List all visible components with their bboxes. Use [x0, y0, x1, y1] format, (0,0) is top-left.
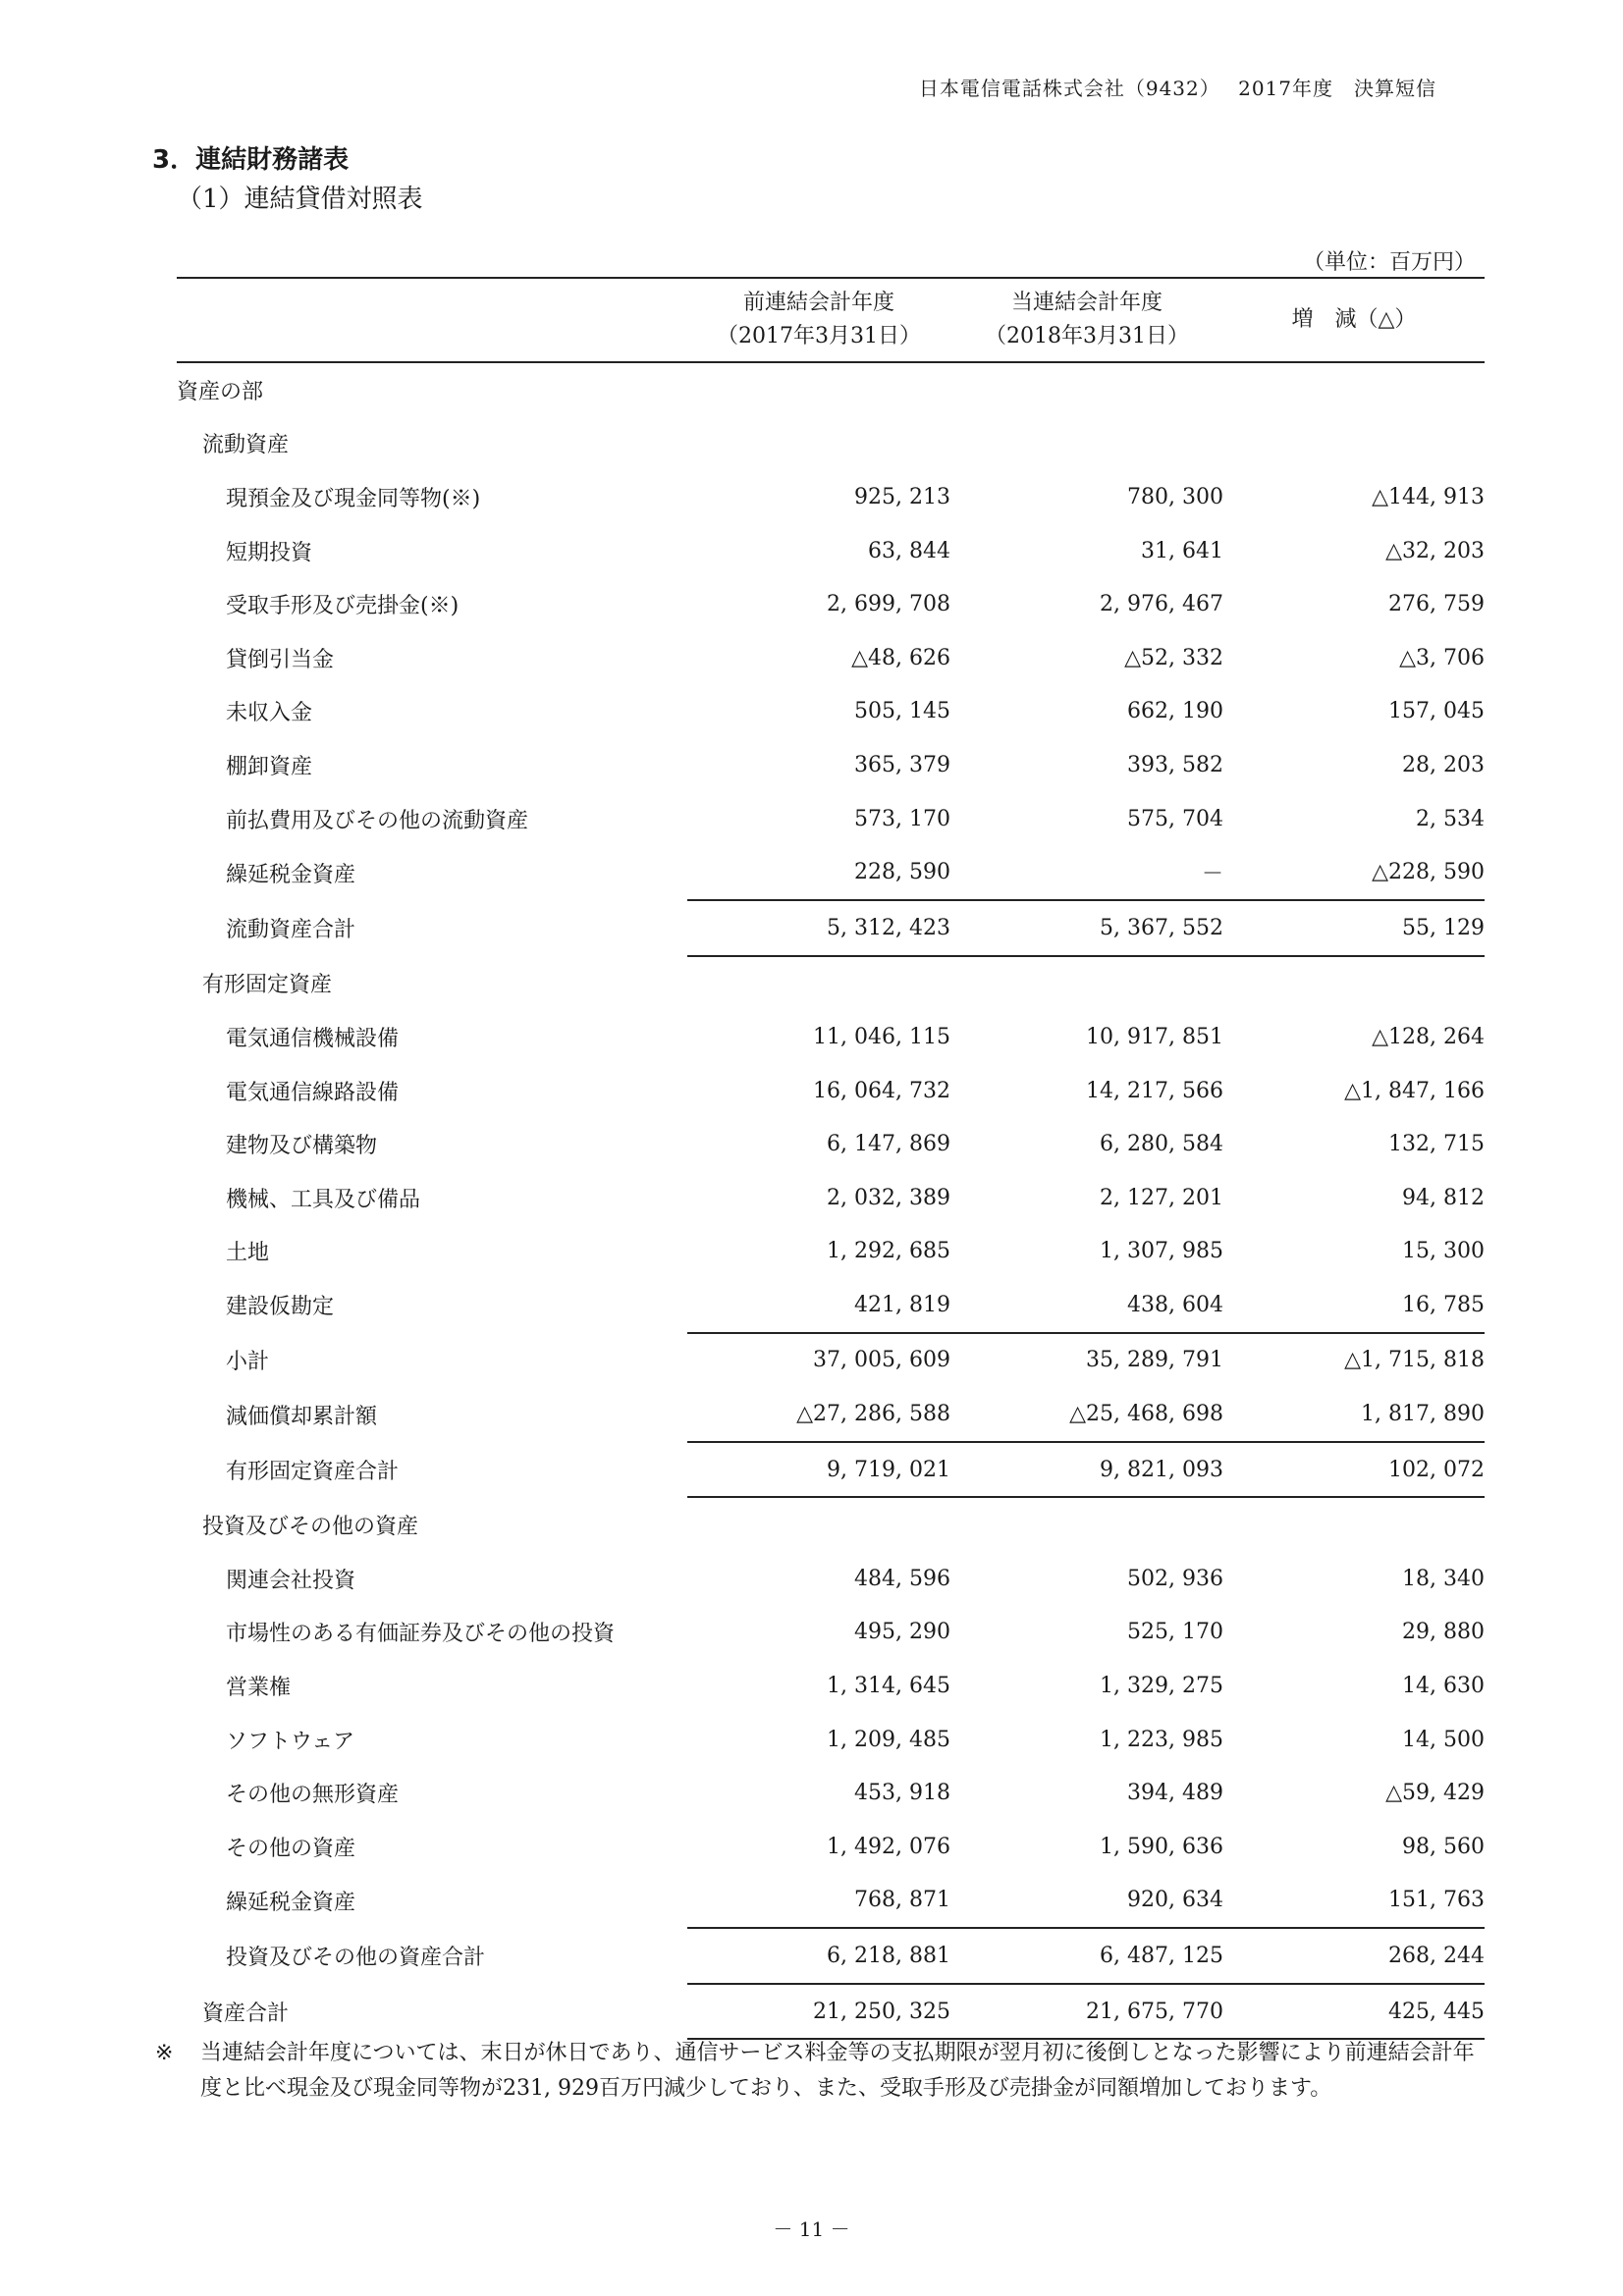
current-year-value: 575, 704: [1127, 806, 1223, 831]
prior-year-value: [687, 417, 950, 471]
change-value: △144, 913: [1372, 484, 1485, 509]
table-row: [177, 1225, 1485, 1279]
table-row: [177, 1442, 1485, 1498]
change-value: △228, 590: [1372, 860, 1485, 885]
row-label: 資産合計: [202, 2001, 290, 2026]
current-year-value: 438, 604: [1127, 1292, 1223, 1317]
current-year-value: 1, 223, 985: [1100, 1727, 1223, 1752]
table-row: [177, 1552, 1485, 1606]
row-label: 機械、工具及び備品: [226, 1187, 421, 1212]
prior-year-value: 505, 145: [854, 699, 950, 724]
table-row: [177, 1278, 1485, 1333]
unit-label: （単位：百万円）: [1302, 250, 1476, 275]
current-year-value: 5, 367, 552: [950, 900, 1223, 956]
current-year-value: 6, 280, 584: [1100, 1132, 1223, 1157]
current-year-value: 9, 821, 093: [950, 1442, 1223, 1498]
current-year-value: 393, 582: [1127, 752, 1223, 777]
subsection-title: （1）連結貸借対照表: [177, 185, 423, 214]
row-label: 棚卸資産: [226, 754, 313, 779]
prior-year-value: 768, 871: [854, 1888, 950, 1913]
table-row: [177, 1713, 1485, 1767]
table-header-row: [177, 278, 1485, 362]
header-blank: [177, 278, 687, 362]
change-value: 98, 560: [1402, 1834, 1485, 1859]
table-row: [177, 362, 1485, 417]
row-label: 前払費用及びその他の流動資産: [226, 808, 529, 833]
header-prior-year: [687, 278, 950, 362]
prior-year-value: 421, 819: [854, 1292, 950, 1317]
change-value: △1, 715, 818: [1223, 1333, 1485, 1388]
change-value: 1, 817, 890: [1361, 1402, 1485, 1427]
prior-year-value: 484, 596: [854, 1566, 950, 1591]
change-value: [1223, 362, 1485, 417]
row-label: 投資及びその他の資産合計: [226, 1946, 486, 1971]
change-value: [1223, 1497, 1485, 1552]
table-row: [177, 1010, 1485, 1064]
row-label: 有形固定資産: [202, 972, 333, 997]
prior-year-value: 6, 218, 881: [687, 1928, 950, 1984]
change-value: 18, 340: [1402, 1566, 1485, 1591]
prior-year-value: 16, 064, 732: [813, 1078, 950, 1103]
row-label: 流動資産合計: [226, 917, 356, 942]
prior-year-value: 37, 005, 609: [687, 1333, 950, 1388]
prior-year-value: 1, 209, 485: [827, 1727, 950, 1752]
current-year-value: 10, 917, 851: [1086, 1024, 1223, 1049]
change-value: 14, 630: [1402, 1674, 1485, 1699]
prior-year-value: 573, 170: [854, 806, 950, 831]
current-year-value: △25, 468, 698: [1069, 1402, 1223, 1427]
table-row: [177, 1928, 1485, 1984]
prior-year-value: 2, 032, 389: [827, 1185, 950, 1210]
table-row: [177, 1117, 1485, 1171]
table-row: [177, 631, 1485, 685]
change-value: 151, 763: [1388, 1888, 1485, 1913]
row-label: 資産の部: [177, 379, 264, 404]
prior-year-value: [687, 1497, 950, 1552]
row-label: 電気通信線路設備: [226, 1080, 400, 1105]
table-row: [177, 577, 1485, 631]
current-year-value: 525, 170: [1127, 1620, 1223, 1645]
table-row: [177, 738, 1485, 792]
table-row: [177, 1984, 1485, 2040]
header-change: [1223, 278, 1485, 362]
row-label: 建物及び構築物: [226, 1134, 378, 1159]
page-number: － 11 －: [773, 2217, 850, 2241]
current-year-value: 21, 675, 770: [950, 1984, 1223, 2040]
change-value: 14, 500: [1402, 1727, 1485, 1752]
change-value: 16, 785: [1402, 1292, 1485, 1317]
table-row: [177, 685, 1485, 739]
footnote-text: 当連結会計年度については、末日が休日であり、通信サービス料金等の支払期限が翌月初に後倒しとなった影響により前連結会計年度と比べ現金及び現金同等物が231, 929百万円減少しており、また、受取手形及び売掛金が同額増加しております。: [200, 2041, 1475, 2101]
table-row: [177, 1606, 1485, 1660]
table-row: [177, 1387, 1485, 1442]
header-current-year: [950, 278, 1223, 362]
table-row: [177, 1659, 1485, 1713]
change-value: 425, 445: [1223, 1984, 1485, 2040]
current-year-value: 1, 307, 985: [1100, 1239, 1223, 1264]
current-year-value: 2, 976, 467: [1100, 592, 1223, 617]
row-label: 営業権: [226, 1676, 292, 1701]
change-value: 102, 072: [1223, 1442, 1485, 1498]
header-change-title: 増 減（△）: [1291, 307, 1417, 332]
current-year-value: 14, 217, 566: [1086, 1078, 1223, 1103]
current-year-value: △52, 332: [1124, 645, 1223, 670]
table-row: [177, 1766, 1485, 1820]
prior-year-value: 925, 213: [854, 484, 950, 509]
current-year-value: 1, 329, 275: [1100, 1674, 1223, 1699]
row-label: ソフトウェア: [226, 1729, 355, 1754]
change-value: △59, 429: [1385, 1781, 1485, 1806]
header-prior-year-title: 前連結会計年度: [742, 291, 894, 315]
row-label: 市場性のある有価証券及びその他の投資: [226, 1622, 616, 1647]
change-value: △32, 203: [1385, 538, 1485, 563]
current-year-value: 780, 300: [1127, 484, 1223, 509]
prior-year-value: 21, 250, 325: [687, 1984, 950, 2040]
table-row: [177, 792, 1485, 846]
row-label: 繰延税金資産: [226, 1890, 356, 1915]
table-row: [177, 900, 1485, 956]
table-row: [177, 417, 1485, 471]
prior-year-value: [687, 362, 950, 417]
prior-year-value: 495, 290: [854, 1620, 950, 1645]
row-label: 繰延税金資産: [226, 862, 356, 887]
prior-year-value: 365, 379: [854, 752, 950, 777]
table-row: [177, 1820, 1485, 1874]
prior-year-value: 1, 492, 076: [827, 1834, 950, 1859]
prior-year-value: 2, 699, 708: [827, 592, 950, 617]
change-value: 157, 045: [1388, 699, 1485, 724]
footnote-mark: ※: [155, 2041, 174, 2065]
prior-year-value: 1, 314, 645: [827, 1674, 950, 1699]
current-year-value: 35, 289, 791: [950, 1333, 1223, 1388]
row-label: 関連会社投資: [226, 1568, 356, 1593]
current-year-value: 394, 489: [1127, 1781, 1223, 1806]
change-value: 276, 759: [1388, 592, 1485, 617]
prior-year-value: 5, 312, 423: [687, 900, 950, 956]
row-label: 流動資産: [202, 433, 290, 458]
table-row: [177, 1333, 1485, 1388]
section-title: 3．連結財務諸表: [152, 145, 350, 175]
change-value: 94, 812: [1402, 1185, 1485, 1210]
row-label: 短期投資: [226, 540, 313, 565]
current-year-value: 662, 190: [1127, 699, 1223, 724]
row-label: その他の無形資産: [226, 1783, 400, 1808]
row-label: 建設仮勘定: [226, 1295, 335, 1320]
row-label: 貸倒引当金: [226, 647, 335, 672]
row-label: 土地: [226, 1241, 270, 1266]
prior-year-value: 11, 046, 115: [813, 1024, 950, 1049]
table-row: [177, 845, 1485, 900]
change-value: 2, 534: [1416, 806, 1485, 831]
prior-year-value: 453, 918: [854, 1781, 950, 1806]
change-value: 132, 715: [1388, 1132, 1485, 1157]
current-year-value: [950, 1497, 1223, 1552]
row-label: 小計: [226, 1349, 270, 1374]
balance-sheet-table: [177, 277, 1485, 2040]
prior-year-value: 63, 844: [868, 538, 950, 563]
current-year-value: [950, 956, 1223, 1011]
current-year-value: [950, 417, 1223, 471]
prior-year-value: 228, 590: [854, 860, 950, 885]
row-label: 電気通信機械設備: [226, 1026, 400, 1051]
change-value: 15, 300: [1402, 1239, 1485, 1264]
row-label: その他の資産: [226, 1836, 356, 1861]
prior-year-value: △48, 626: [851, 645, 950, 670]
change-value: 268, 244: [1223, 1928, 1485, 1984]
row-label: 投資及びその他の資産: [202, 1514, 419, 1539]
table-row: [177, 1064, 1485, 1118]
current-year-value: 2, 127, 201: [1100, 1185, 1223, 1210]
footnote: [155, 2036, 1490, 2107]
prior-year-value: △27, 286, 588: [796, 1402, 950, 1427]
change-value: [1223, 417, 1485, 471]
row-label: 有形固定資産合計: [226, 1459, 400, 1484]
change-value: [1223, 956, 1485, 1011]
prior-year-value: 9, 719, 021: [687, 1442, 950, 1498]
current-year-value: 6, 487, 125: [950, 1928, 1223, 1984]
table-row: [177, 1171, 1485, 1225]
prior-year-value: 6, 147, 869: [827, 1132, 950, 1157]
table-row: [177, 1497, 1485, 1552]
table-row: [177, 524, 1485, 578]
current-year-value: 920, 634: [1127, 1888, 1223, 1913]
header-current-year-date: （2018年3月31日）: [985, 324, 1189, 348]
current-year-value: 1, 590, 636: [1100, 1834, 1223, 1859]
change-value: △128, 264: [1372, 1024, 1485, 1049]
table-row: [177, 470, 1485, 524]
prior-year-value: 1, 292, 685: [827, 1239, 950, 1264]
current-year-value: 31, 641: [1141, 538, 1223, 563]
company-header: 日本電信電話株式会社（9432） 2017年度 決算短信: [918, 77, 1436, 100]
current-year-value: [950, 362, 1223, 417]
table-row: [177, 1874, 1485, 1929]
row-label: 受取手形及び売掛金(※): [226, 594, 460, 619]
header-current-year-title: 当連結会計年度: [1010, 291, 1163, 315]
prior-year-value: [687, 956, 950, 1011]
current-year-value: 502, 936: [1127, 1566, 1223, 1591]
change-value: 28, 203: [1402, 752, 1485, 777]
change-value: △3, 706: [1399, 645, 1485, 670]
row-label: 現預金及び現金同等物(※): [226, 486, 481, 511]
change-value: 29, 880: [1402, 1620, 1485, 1645]
change-value: 55, 129: [1223, 900, 1485, 956]
change-value: △1, 847, 166: [1344, 1078, 1485, 1103]
row-label: 未収入金: [226, 701, 313, 726]
header-prior-year-date: （2017年3月31日）: [717, 324, 921, 348]
row-label: 減価償却累計額: [226, 1404, 378, 1429]
current-year-value: －: [1201, 862, 1223, 887]
table-row: [177, 956, 1485, 1011]
